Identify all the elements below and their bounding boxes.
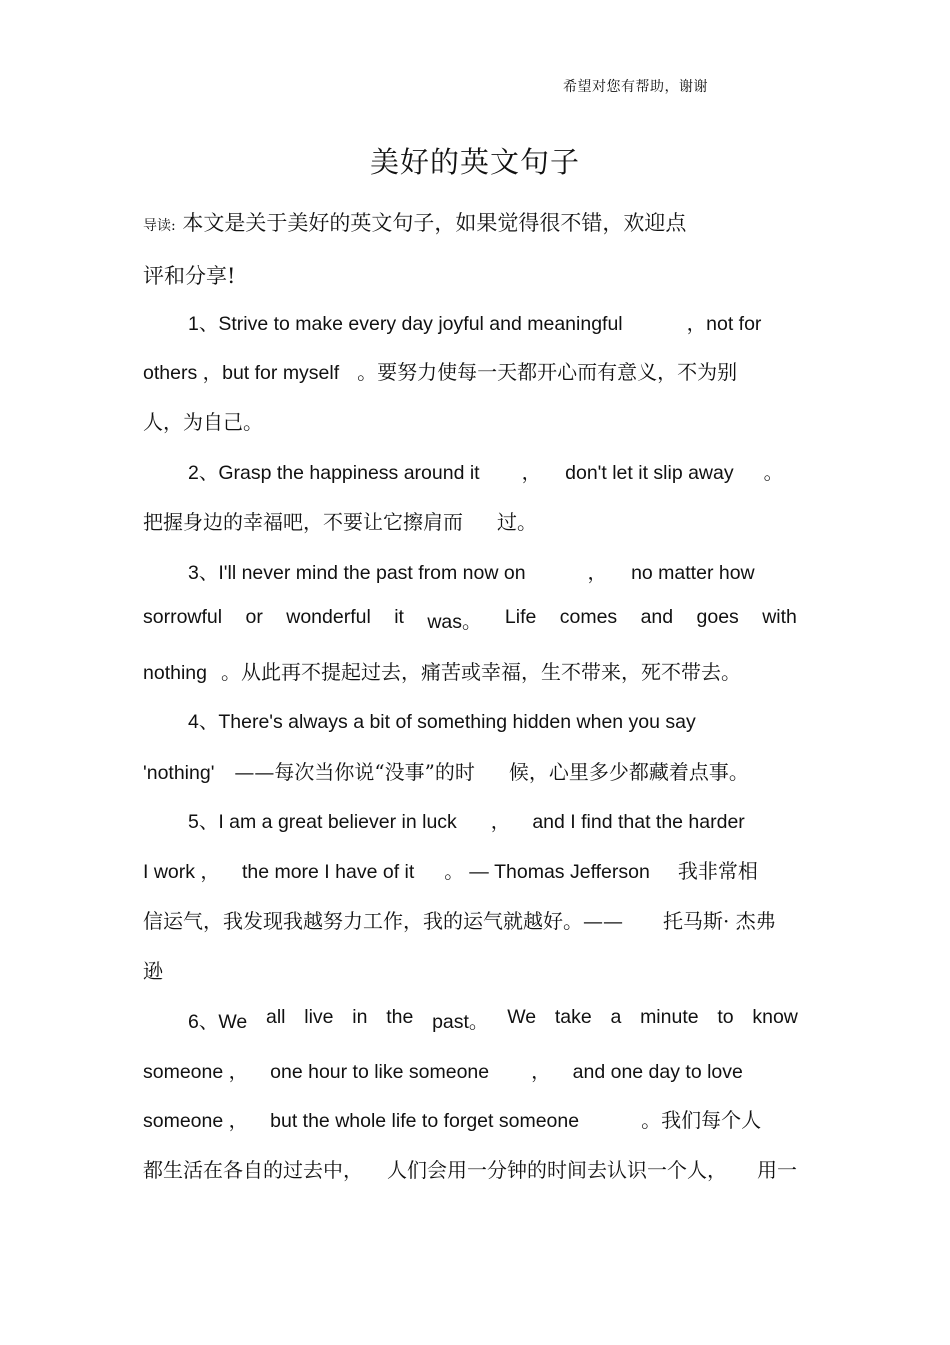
- item-6-zh-2: 都生活在各自的过去中，: [143, 1158, 363, 1182]
- item-3-word: it: [394, 606, 404, 628]
- item-3-word: with: [762, 606, 797, 628]
- intro-text-1: 本文是关于美好的英文句子，如果觉得很不错，欢迎点: [182, 211, 687, 235]
- item-5-zh-3: 托马斯· 杰弗: [663, 909, 776, 933]
- item-3-word: wonderful: [286, 606, 371, 628]
- item-3-zh-1: 。从此再不提起过去，痛苦或幸福，生不带来，死不带去。: [220, 660, 741, 684]
- item-3-en-4: nothing: [143, 662, 207, 684]
- item-6-en-1: someone ，: [143, 1061, 249, 1083]
- item-3-line-3: [143, 656, 823, 685]
- item-6-line-2: [143, 1056, 823, 1084]
- item-3-line-2: [143, 606, 797, 634]
- item-6-word: 6、We: [188, 1011, 248, 1033]
- item-2-zh-1: 。: [763, 461, 784, 484]
- item-1-en-1: 1、Strive to make every day joyful and meaningful: [188, 313, 623, 335]
- item-3-word: Life: [504, 606, 537, 628]
- item-6-en-4: and one day to love: [572, 1061, 743, 1083]
- item-6-en-3: ，: [531, 1061, 551, 1083]
- item-4-en-2: 'nothing': [143, 762, 215, 784]
- item-3-line-1: [188, 557, 868, 585]
- item-6-word: to: [717, 1006, 734, 1028]
- item-2-line-1: [188, 457, 868, 485]
- item-6-en-5: someone ，: [143, 1110, 249, 1132]
- item-6-line-4: [143, 1154, 823, 1183]
- item-5-line-2: [143, 855, 823, 884]
- item-1-en-2: ，not for: [686, 313, 762, 335]
- item-3-en-3: no matter how: [631, 562, 755, 584]
- item-1-line-1: [188, 308, 868, 336]
- item-5-en-4: I work ，: [143, 861, 220, 883]
- item-6-word: We: [507, 1006, 537, 1028]
- item-6-zh-4: 用一: [757, 1158, 797, 1182]
- item-2-en-1: 2、Grasp the happiness around it: [188, 462, 480, 484]
- item-3-word: goes: [696, 606, 739, 628]
- item-1-line-3: 人，为自己。: [143, 410, 263, 434]
- item-3-en-1: 3、I'll never mind the past from now on: [188, 562, 526, 584]
- intro-lead: 导读:: [143, 218, 176, 234]
- item-3-word: or: [245, 606, 263, 628]
- item-1-zh-1: 。要努力使每一天都开心而有意义，不为别: [357, 360, 738, 384]
- item-5-line-4: 逊: [143, 959, 163, 983]
- item-6-word: in: [352, 1006, 368, 1028]
- item-6-word: past。: [432, 1011, 489, 1033]
- item-6-zh-3: 人们会用一分钟的时间去认识一个人，: [387, 1158, 727, 1182]
- item-5-en-1: 5、I am a great believer in luck: [188, 811, 457, 833]
- item-5-en-6: 。 — Thomas Jefferson: [444, 861, 650, 883]
- item-3-word: and: [640, 606, 674, 628]
- item-4-zh-2: 候，心里多少都藏着点事。: [508, 760, 749, 784]
- item-2-line-2: [143, 506, 823, 535]
- item-6-line-1: [188, 1006, 798, 1034]
- page-title: 美好的英文句子: [369, 145, 580, 179]
- item-1-en-3: others ，but for myself: [143, 362, 340, 384]
- item-5-en-2: ，: [490, 811, 511, 833]
- item-2-zh-2: 把握身边的幸福吧，不要让它擦肩而: [143, 510, 463, 534]
- item-5-zh-1: 我非常相: [677, 859, 758, 883]
- item-6-line-3: [143, 1104, 823, 1133]
- header-note: 希望对您有帮助，谢谢: [563, 79, 708, 95]
- item-2-en-3: don't let it slip away: [565, 462, 734, 484]
- item-3-word: sorrowful: [143, 606, 223, 628]
- intro-line-2: 评和分享!: [143, 264, 236, 288]
- item-3-word: comes: [559, 606, 618, 628]
- item-6-zh-1: 。我们每个人: [641, 1108, 762, 1132]
- item-6-word: know: [752, 1006, 798, 1028]
- intro-line-1: [143, 198, 803, 251]
- item-5-line-3: [143, 905, 823, 934]
- item-2-en-2: ，: [521, 462, 542, 484]
- item-6-word: live: [304, 1006, 334, 1028]
- item-6-word: all: [266, 1006, 286, 1028]
- item-5-zh-2: 信运气，我发现我越努力工作，我的运气就越好。——: [143, 909, 623, 933]
- item-2-zh-3: 过。: [497, 510, 537, 534]
- item-3-en-2: ，: [587, 562, 608, 584]
- item-1-line-2: [143, 356, 823, 385]
- item-4-line-1: 4、There's always a bit of something hidden when you say: [188, 711, 696, 733]
- item-5-en-5: the more I have of it: [241, 861, 415, 883]
- intro-paragraph: [143, 198, 803, 301]
- item-6-word: take: [554, 1006, 592, 1028]
- item-6-en-6: but the whole life to forget someone: [270, 1110, 580, 1132]
- item-3-word: was。: [427, 611, 482, 633]
- item-6-word: the: [386, 1006, 414, 1028]
- item-4-zh-1: ——每次当你说“没事”的时: [234, 760, 475, 784]
- item-5-en-3: and I find that the harder: [532, 811, 745, 833]
- item-6-word: minute: [640, 1006, 699, 1028]
- item-4-line-2: [143, 756, 823, 785]
- item-6-word: a: [610, 1006, 622, 1028]
- item-5-line-1: [188, 806, 868, 834]
- item-6-en-2: one hour to like someone: [270, 1061, 490, 1083]
